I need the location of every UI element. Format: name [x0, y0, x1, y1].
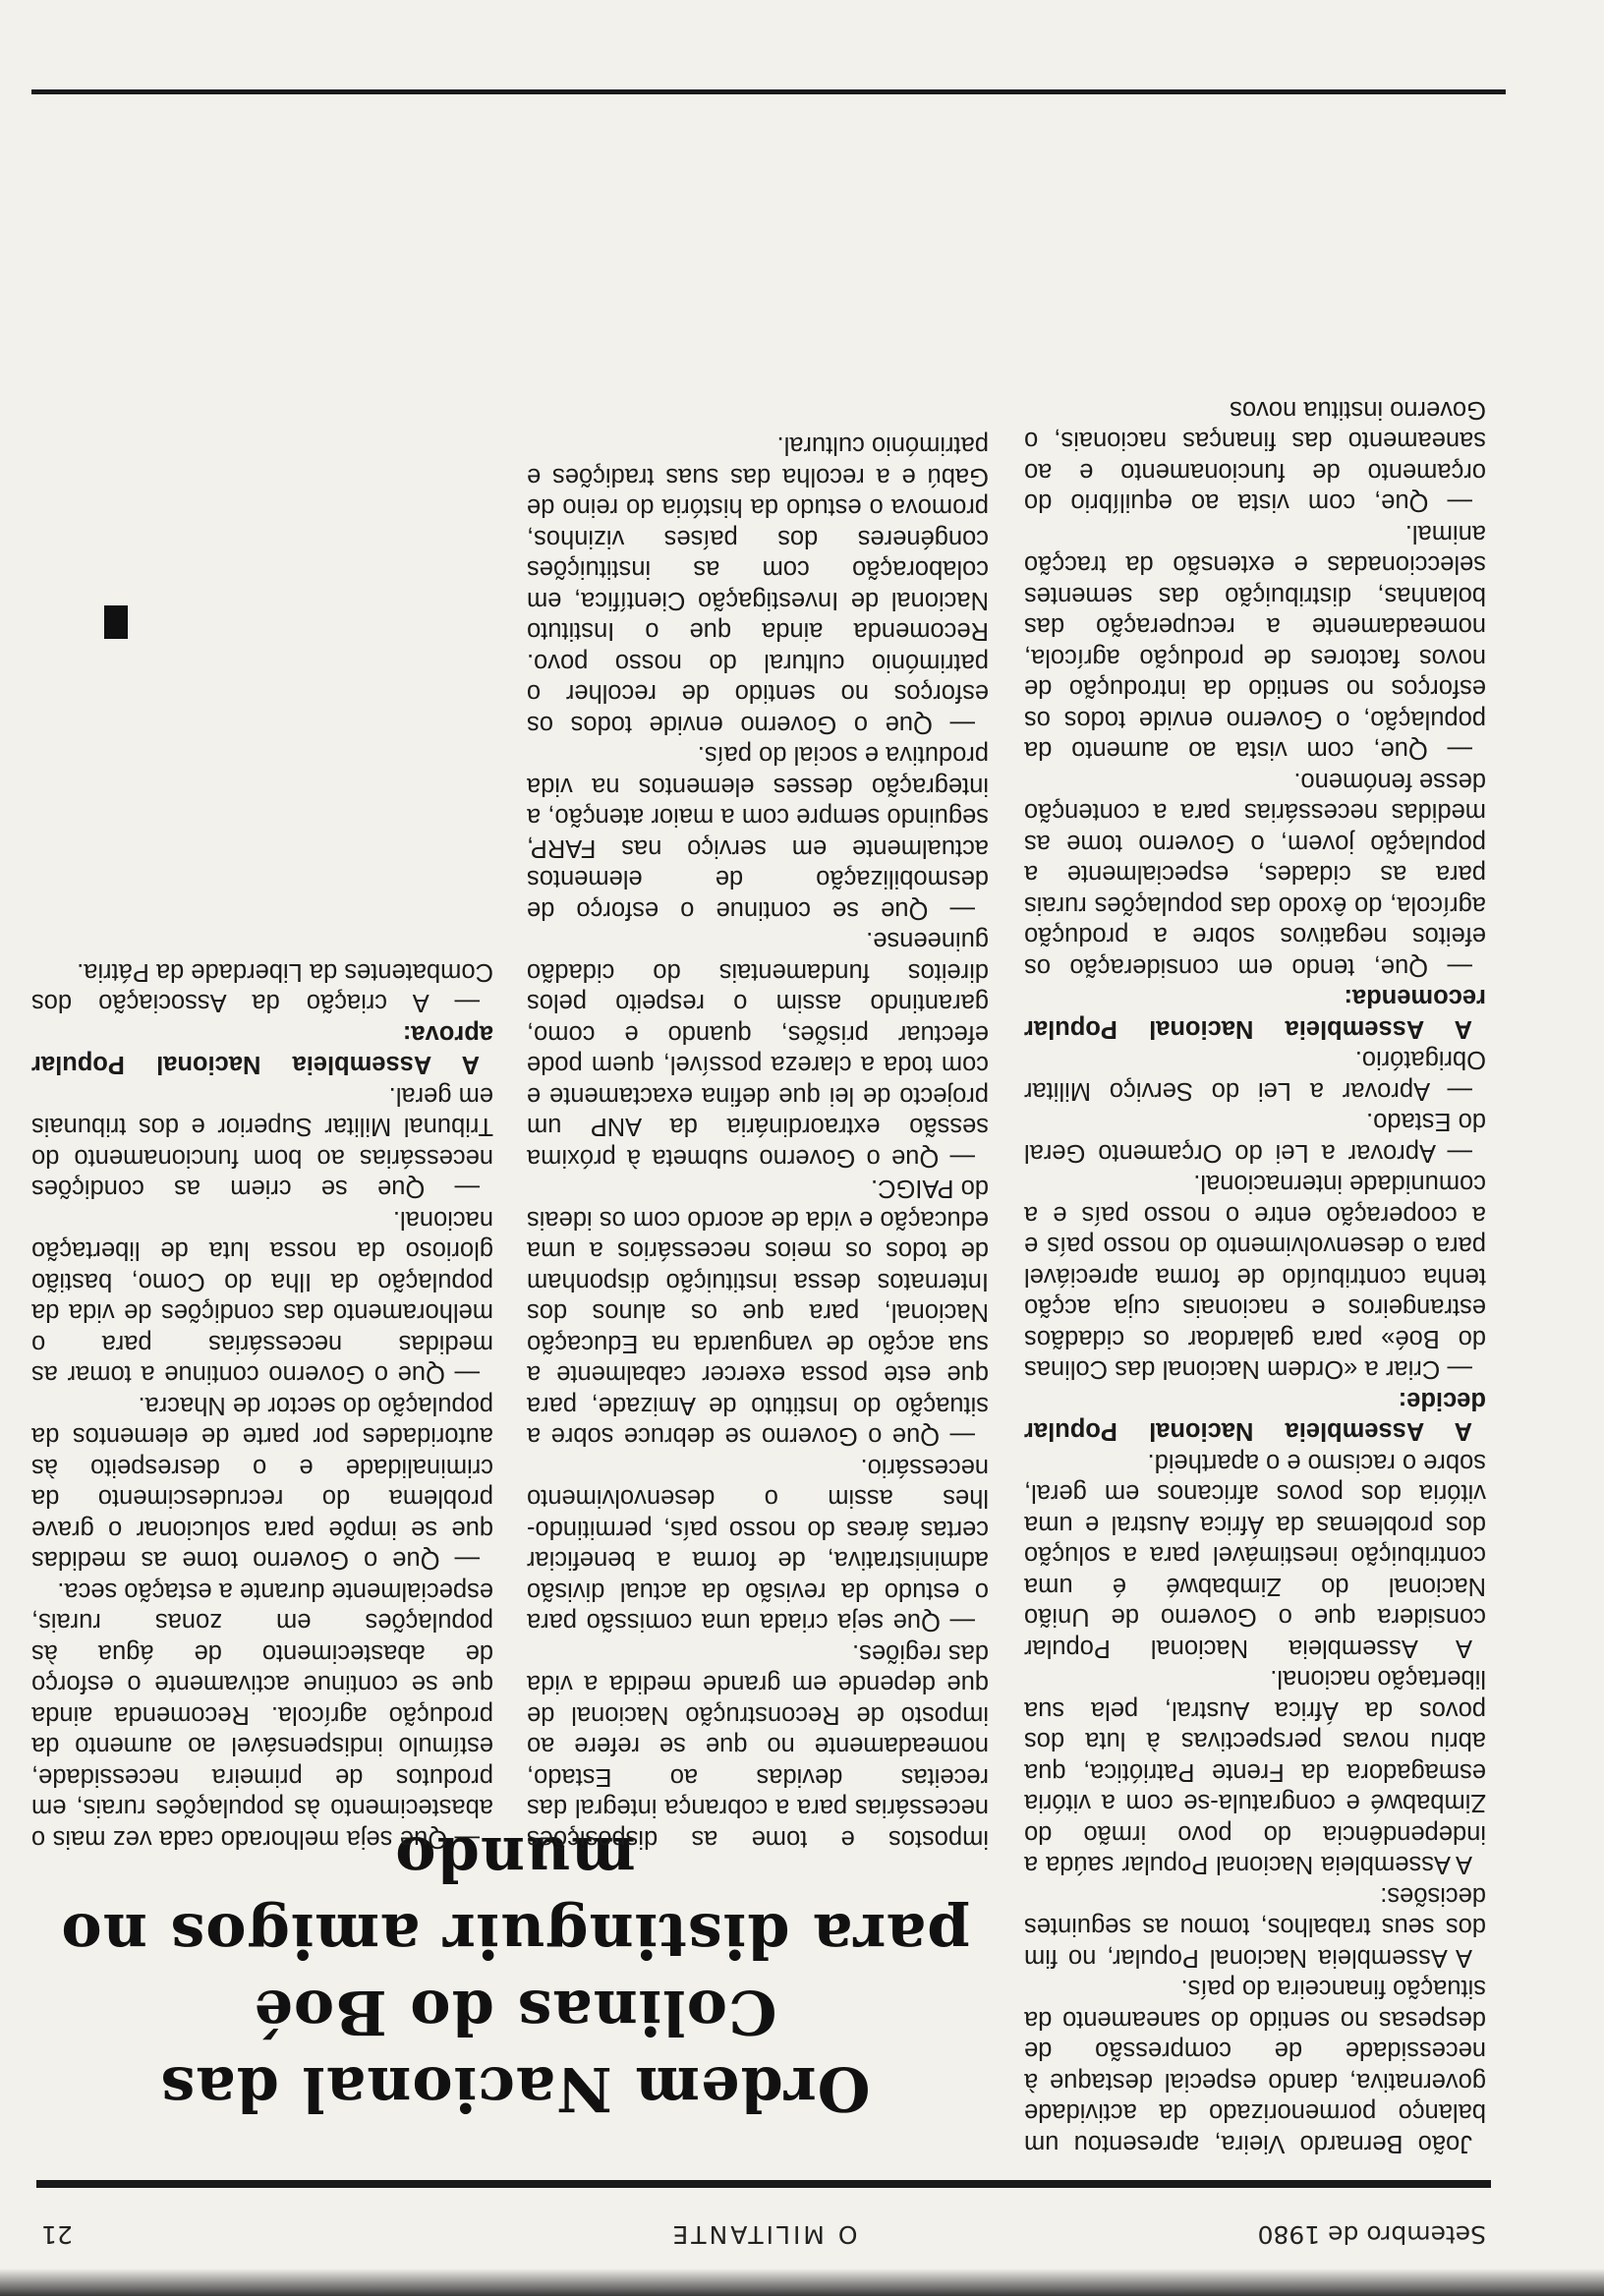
paragraph: — Que se criem as condições necessárias ao bom funcionamento do Tribunal Militar Superior e dos tribunais em geral. — [31, 1082, 493, 1203]
paragraph: João Bernardo Vieira, apresentou um balanço pormenorizado da actividade governativa, dando especial destaque à necessidade de compressão de despesas no sentido do saneamento da situação financeira do país. — [1024, 1975, 1486, 2157]
headline-line-1: Ordem Nacional das Colinas do Boé — [159, 1977, 871, 2125]
page-header — [41, 2198, 1486, 2257]
column-3 — [31, 956, 493, 1855]
paragraph: — Que seja melhorado cada vez mais o abastecimento às populações rurais, em produtos de primeira necessidade, estímulo indispensável ao aumento da produção agrícola. Recomenda ainda que se continue activamente o esforço de abastecimento de água às populações em zonas rurais, especialmente durante a estação seca. — [31, 1578, 493, 1853]
issue-date: Setembro de 1980 — [1257, 2220, 1486, 2249]
paragraph: — Aprovar a Lei do Serviço Militar Obrigatório. — [1024, 1046, 1486, 1105]
header-rule — [36, 2180, 1491, 2188]
subheading-decide: A Assembleia Nacional Popular decide: — [1024, 1387, 1486, 1446]
paragraph: impostos e tome as disposições necessárias para a cobrança integral das receitas devidas ao Estado, nomeadamente no que se refere ao imposto de Reconstrução Nacional de que depende em grande medida a vida das regiões. — [527, 1639, 989, 1853]
scan-edge-shadow — [0, 2268, 1604, 2296]
headline-line-2: para distinguir amigos no mundo — [60, 1823, 970, 1972]
paragraph: — Que o Governo envide todos os esforços no sentido de recolher o património cultural do nosso povo. Recomenda ainda que o Instituto Nacional de Investigação Científica, em colaboração com as instituições congéneres dos países vizinhos, promova o estudo da história do reino de Gabú e a recolha das suas tradições e património cultural. — [527, 431, 989, 738]
paragraph: — Que o Governo se debruce sobre a situação do Instituto de Amizade, para que este possa exercer cabalmente a sua acção de vanguarda na Educação Nacional, para que os alunos dos Internatos dessa instituição disponham de todos os meios necessários a uma educação e vida de acordo com os ideais do PAIGC. — [527, 1175, 989, 1451]
paragraph: — Criar a «Ordem Nacional das Colinas do Boé» para galardoar os cidadãos estrangeiros e nacionais cuja acção tenha contribuído de forma apreciável para o desenvolvimento do nosso país e a cooperação entre o nosso país e a comunidade internacional. — [1024, 1170, 1486, 1384]
paragraph: — Que, com vista ao aumento da população, o Governo envide todos os esforços no sentido da introdução de novos factores de produção agrícola, nomeadamente a recuperação das bolanhas, distribuição das sementes seleccionadas e extensão da tracção animal. — [1024, 520, 1486, 765]
paragraph: — Aprovar a Lei do Orçamento Geral do Estado. — [1024, 1108, 1486, 1167]
paragraph: — Que, com vista ao equilíbrio do orçamento de funcionamento e ao saneamento das finanças nacionais, o Governo institua novos — [1024, 396, 1486, 517]
end-of-article-marker — [104, 605, 128, 639]
subheading-aprova: A Assembleia Nacional Popular aprova: — [31, 1020, 493, 1079]
paragraph: — Que o Governo submeta à próxima sessão extraordinária da ANP um projecto de lei que defina exactamente e com toda a clareza possível, quem pode efectuar prisões, quando e como, garantindo assim o respeito pelos direitos fundamentais do cidadão guineense. — [527, 927, 989, 1172]
paragraph: A Assembleia Nacional Popular saúda a independência do povo irmão do Zimbabwé e congratula-se com a vitória esmagadora da Frente Patriótica, qua abriu novas perspectivas à luta dos povos da África Austral, pela sua libertação nacional. — [1024, 1665, 1486, 1879]
paragraph: A Assembleia Nacional Popular considera que o Governo de União Nacional do Zimbabwé é uma contribuição inestimável para a solução dos problemas da África Austral e uma vitória dos povos africanos em geral, sobre o racismo e o apartheid. — [1024, 1449, 1486, 1662]
paragraph: A Assembleia Nacional Popular, no fim dos seus trabalhos, tomou as seguintes decisões: — [1024, 1882, 1486, 1972]
paragraph: — Que seja criada uma comissão para o estudo da revisão da actual divisão administrativa, de forma a beneficiar certas áreas do nosso país, permitindo-lhes assim o desenvolvimento necessário. — [527, 1454, 989, 1636]
column-2 — [527, 430, 989, 1854]
publication-title: O MILITANTE — [669, 2220, 858, 2249]
paragraph: — Que o Governo continue a tomar as medidas necessárias para o melhoramento das condições de vida da população da Ilha do Como, bastião glorioso da nossa luta de libertação nacional. — [31, 1206, 493, 1389]
subheading-recomenda: A Assembleia Nacional Popular recomenda: — [1024, 984, 1486, 1043]
paragraph: — Que, tendo em consideração os efeitos negativos sobre a produção agrícola, do êxodo das populações rurais para as cidades, especialmente a população jovem, o Governo tome as medidas necessárias para a contenção desse fenómeno. — [1024, 768, 1486, 981]
column-1 — [1024, 394, 1486, 2159]
footer-rule — [31, 89, 1506, 94]
paragraph: — A criação da Associação dos Combatentes da Liberdade da Pátria. — [31, 958, 493, 1017]
paragraph: — Que se continue o esforço de desmobilização de elementos actualmente em serviço nas FARP, seguindo sempre com a maior atenção, a integração desses elementos na vida produtiva e social do país. — [527, 741, 989, 924]
paragraph: — Que o Governo tome as medidas que se impõe para solucionar o grave problema do recrudescimento da criminalidade e o desrespeito às autoridades por parte de elementos da população do sector de Nhacra. — [31, 1392, 493, 1575]
page-number: 21 — [41, 2220, 73, 2249]
article-headline — [33, 1820, 997, 2127]
